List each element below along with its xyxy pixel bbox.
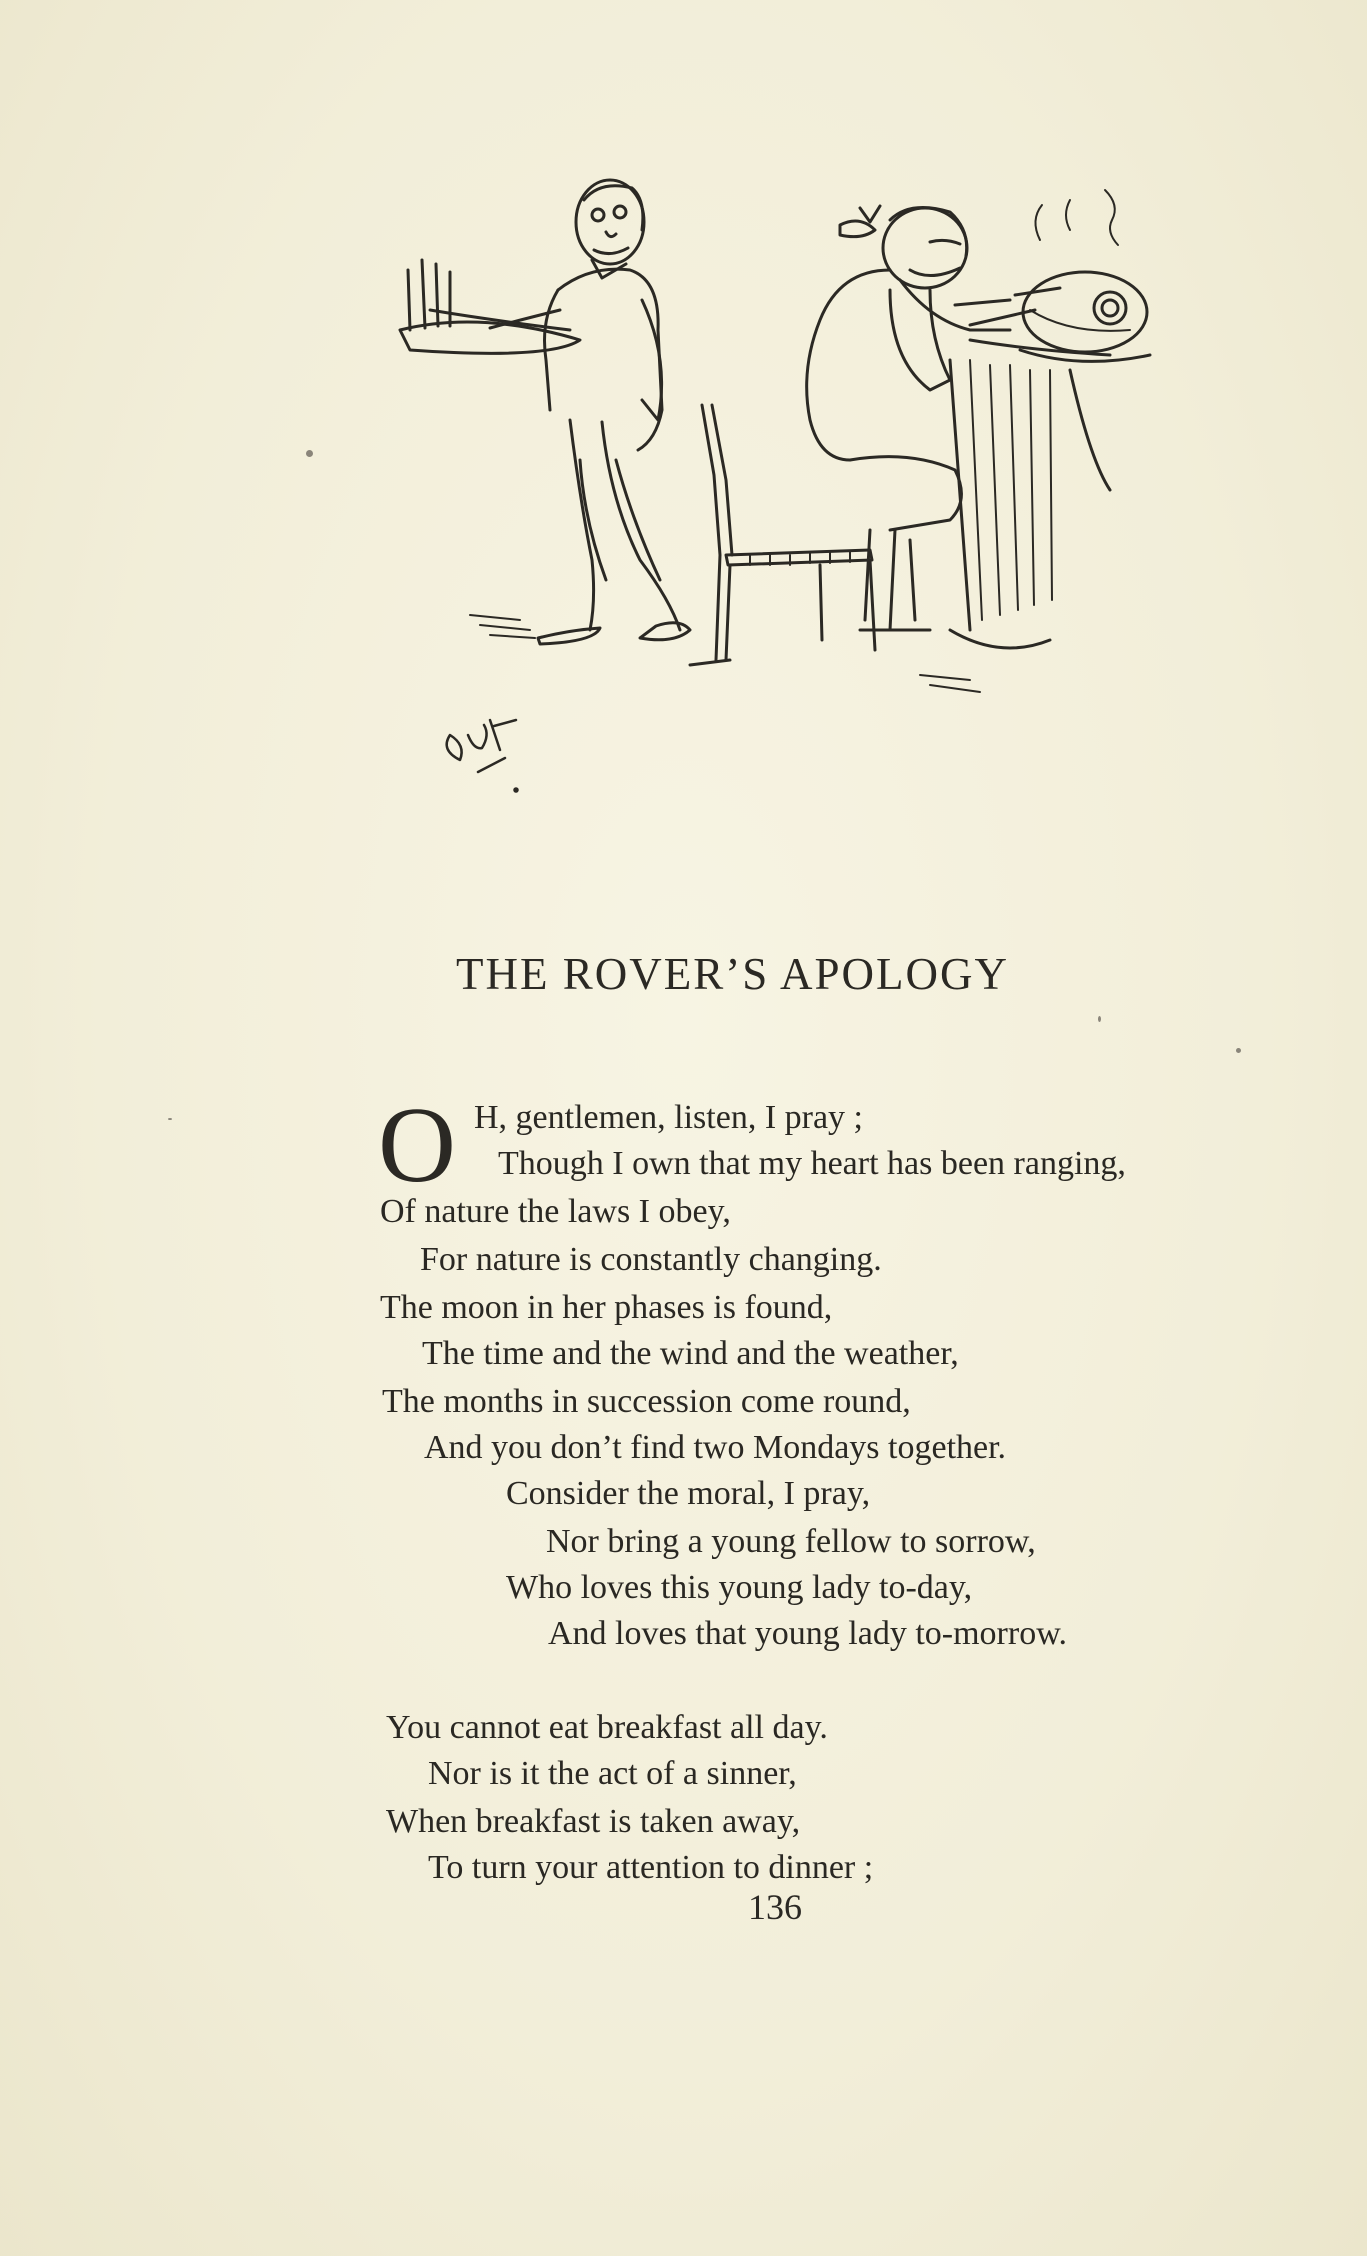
poem-line: The time and the wind and the weather, (422, 1335, 959, 1372)
page-number: 136 (748, 1887, 802, 1927)
paper-speck (306, 450, 313, 457)
table (920, 190, 1150, 692)
poem-line: Of nature the laws I obey, (380, 1193, 731, 1230)
poem-line: For nature is constantly changing. (420, 1241, 882, 1278)
poem-line: And you don’t find two Mondays together. (424, 1429, 1007, 1466)
drop-cap: O (378, 1086, 456, 1205)
poem-line: To turn your attention to dinner ; (428, 1849, 874, 1886)
paper-speck (1236, 1048, 1241, 1053)
paper-speck (168, 1118, 172, 1120)
illustration (370, 160, 1170, 810)
chair (690, 405, 875, 665)
paper-speck (1098, 1016, 1101, 1022)
diner-figure (807, 206, 1060, 630)
poem-line: When breakfast is taken away, (386, 1803, 801, 1840)
poem-title: THE ROVER’S APOLOGY (456, 949, 1010, 999)
poem-line: The months in succession come round, (382, 1383, 911, 1420)
waiter-and-diner-drawing-icon (370, 160, 1170, 810)
poem-line: Nor bring a young fellow to sorrow, (546, 1523, 1036, 1560)
poem-line: Nor is it the act of a sinner, (428, 1755, 797, 1792)
waiter-figure (400, 180, 690, 644)
poem-line: You cannot eat breakfast all day. (386, 1709, 828, 1746)
poem-line: The moon in her phases is found, (380, 1289, 833, 1326)
poem-line: And loves that young lady to-morrow. (548, 1615, 1068, 1652)
poem-line: Though I own that my heart has been ranging, (498, 1145, 1126, 1182)
artist-monogram-icon (447, 720, 518, 792)
poem-line: Who loves this young lady to-day, (506, 1569, 973, 1606)
poem-line: H, gentlemen, listen, I pray ; (474, 1099, 864, 1136)
poem-line: Consider the moral, I pray, (506, 1475, 871, 1512)
